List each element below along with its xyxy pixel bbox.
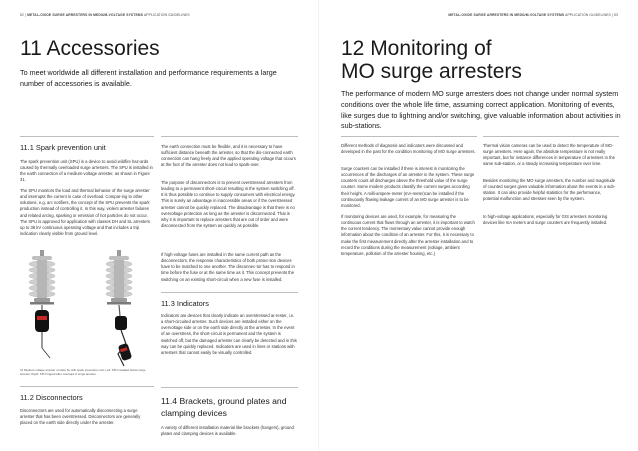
paragraph-disconnector-fuses: If high-voltage fuses are installed in the same current path as the disconnectors, the response characteristics of both protec-tion devices have to be matched to one another. The disconnec-tor has to respond in time before the fuse or at the same time as it. This concept prevents the switching on an existing short-circuit when a new fuse is installed. [161,252,295,282]
divider [483,136,619,137]
right-header-title: METAL-OXIDE SURGE ARRESTERS IN MEDIUM-VOLTAGE SYSTEMS [448,13,565,17]
heading-11-3: 11.3 Indicators [161,299,209,308]
heading-11-4-line2: clamping devices [161,408,227,418]
paragraph-11-3: Indicators are devices that clearly indicate an overstressed ar-rester, i.e. a short-circuited arrester. Such devices are installed either on the overvoltage side or on the earth side directly at the arrester. In the event of an overstress, the short-circuit is permanent and the system is switched off, but the damaged arrester can clearly be detected and in this way can be quickly replaced. Indicators are used in lines or stations with arresters that cannot easily be visually controlled. [161,313,297,355]
divider [161,136,298,137]
arrester-left-image [29,250,55,358]
paragraph-surge-counters: Surge counters can be installed if there is interest in monitoring the occurrences of the discharges of an arrester in the system. These surge counters count all discharges above the threshold value of the surge counter. Some modern products classify the current surges according their height. A milli-ampere-meter (mA-meter)can be installed if the continuously flowing leakage current of an MO surge arrester is to be monitored. [341,166,475,208]
divider [161,292,298,293]
heading-11-4-line1: 11.4 Brackets, ground plates and [161,396,287,406]
divider [161,387,298,388]
paragraph-high-voltage: In high-voltage applications, especially for GIS arresters monitoring devices like mA meters and surge counters are frequently installed. [483,214,608,226]
figure-31-caption: 31 Medium-voltage arrester of class SL with spark prevention unit. Left: SPU installed below surge arrester. Right: SPU tripped after overload of surge arrester. [20,368,146,376]
paragraph-surge-statistics: Besides monitoring the MO surge arresters, the number and magnitude of counted surges gives valuable information about the events in a sub-station. It can also provide helpful statistics for the performance, potential malfunction and stresses seen by the system. [483,178,616,202]
paragraph-11-1-b: The SPU monitors the load and thermal behavior of the surge arrester and interrupts the current in case of overload. Compar-ing to other solutions, e.g. arc notifiers, the concept of the SPU prevents the spark production instead of controlling it. In this way, violent arrester failures and related arcing, sparking or emission of hot particles do not occur. The SPU is approved for application with classes DH and SL arresters up to 36 kV continuous operating voltage and that includes a trip indication clearly visible from ground level. [20,188,150,237]
divider [20,386,154,387]
figure-31-photo [20,250,153,370]
section-12-title-line1: 12 Monitoring of [341,37,492,60]
left-header-subtitle: APPLICATION GUIDELINES [143,13,190,17]
paragraph-disconnector-earth: The earth connection must be flexible, and it is necessary to have sufficient distance beneath the arrester, so that the dis-connected earth connection can hang freely and the applied operating voltage that occurs at the foot of the arrester does not lead to spark-over. [161,144,296,168]
left-header-title: METAL-OXIDE SURGE ARRESTERS IN MEDIUM-VOLTAGE SYSTEMS [27,13,144,17]
section-11-title: 11 Accessories [20,37,160,60]
paragraph-monitoring-devices: If monitoring devices are used, for example, for measuring the continuous current that flows through an arrester, it is important to watch the current tendency. The momentary value cannot provide enough information about the condition of an arrester. For this, it is necessary to make the first measurement directly after the arrester installation and to record the conditions during the measurement (voltage, ambient temperature, pollution of the arrester housing, etc.) [341,214,475,256]
right-page-number: 53 [614,13,618,17]
divider [341,136,477,137]
left-page-header: 52 | METAL-OXIDE SURGE ARRESTERS IN MEDIUM-VOLTAGE SYSTEMS APPLICATION GUIDELINES [20,13,190,17]
paragraph-monitoring-methods: Different methods of diagnosis and indicators were discussed and developed in the past for the condition monitoring of MO surge arresters. [341,143,476,155]
paragraph-disconnector-purpose: The purpose of disconnectors is to prevent overstressed arresters from leading to a permanent short-circuit resulting in the system switching off. It is thus possible to continue to supply consumers with electrical energy. This is surely an advantage in inaccessible areas or if the overstressed arrester cannot be quickly replaced. The disadvantage is that there is no overvoltage protection as long as the arrester is disconnected. That is why it is important to replace arresters that are out of order and were disconnected from the system as quickly as possible. [161,180,296,229]
left-page-number: 52 [20,13,24,17]
heading-11-2: 11.2 Disconnectors [20,393,83,402]
paragraph-11-4: A variety of different installation material like brackets (hangers), ground plates and clamping devices is available. [161,425,294,437]
arrester-right-image [106,250,132,366]
page-gutter [318,0,319,451]
section-11-lead: To meet worldwide all different installation and performance requirements a large number of accessories is available. [20,68,277,88]
section-12-title-line2: MO surge arresters [341,60,522,83]
section-12-lead: The performance of modern MO surge arresters does not change under normal system conditions over the whole life time, assuming correct application. Monitoring of events, like surges due to lightning and/or switching, give valuable information about activities in sub-stations. [341,89,621,131]
right-page-header: METAL-OXIDE SURGE ARRESTERS IN MEDIUM-VOLTAGE SYSTEMS APPLICATION GUIDELINES | 53 [448,13,618,17]
paragraph-11-1-a: The spark prevention unit (SPU) is a device to avoid wildfire haz-ards caused by thermally overloaded surge arresters. The SPU is installed in the earth connection of a medium-voltage arrester, as shown in Figure 31. [20,159,153,183]
right-header-subtitle: APPLICATION GUIDELINES [565,13,611,17]
paragraph-thermal-vision: Thermal vision cameras can be used to detect the temperature of MO-surge arresters. Here again, the absolute temperature is not really important, but for instance differences in temperature of arresters in the same sub-station, or a steady increasing temperature over time. [483,143,615,167]
paragraph-11-2: Disconnectors are used for automatically disconnecting a surge arrester that has been overstressed. Disconnectors are generally placed on the earth side directly under the arrester. [20,408,141,426]
divider [20,136,154,137]
heading-11-1: 11.1 Spark prevention unit [20,143,106,152]
